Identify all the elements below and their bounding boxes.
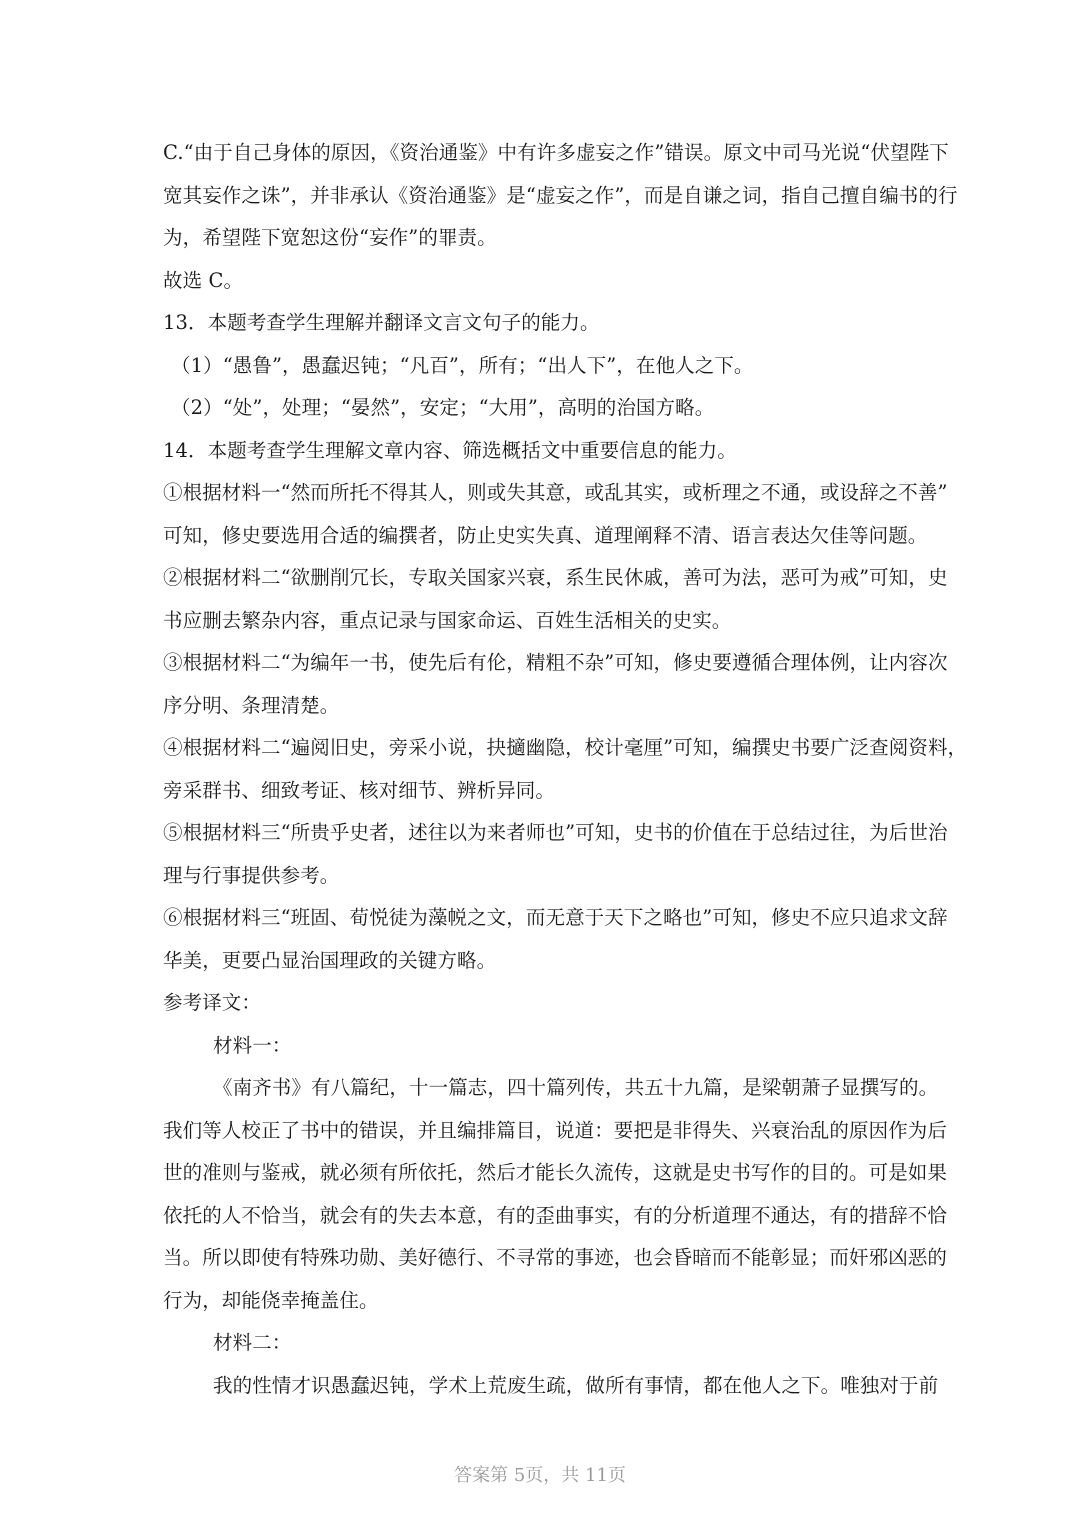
q14-point-3-line-2: 序分明、条理清楚。 bbox=[163, 693, 340, 717]
page-number-footer: 答案第 5页，共 11页 bbox=[454, 1465, 626, 1486]
answer-c-line-2: 宽其妄作之诛”，并非承认《资治通鉴》是“虚妄之作”，而是自谦之词，指自己擅自编书的行 bbox=[163, 183, 958, 207]
translation-heading: 参考译文： bbox=[163, 991, 262, 1014]
q14-title: 14．本题考查学生理解文章内容、筛选概括文中重要信息的能力。 bbox=[163, 438, 737, 462]
q14-point-5-line-1: ⑤根据材料三“所贵乎史者，述往以为来者师也”可知，史书的价值在于总结过往，为后世治 bbox=[163, 821, 948, 844]
q14-point-2-line-2: 书应删去繁杂内容，重点记录与国家命运、百姓生活相关的史实。 bbox=[163, 608, 732, 632]
q14-point-5-line-2: 理与行事提供参考。 bbox=[163, 863, 340, 887]
material-1-line-5: 当。所以即使有特殊功勋、美好德行、不寻常的事迹，也会昏暗而不能彰显；而奸邪凶恶的 bbox=[163, 1246, 948, 1269]
q13-point-1: （1）“愚鲁”，愚蠢迟钝；“凡百”，所有；“出人下”，在他人之下。 bbox=[171, 353, 754, 377]
q14-point-4-line-1: ④根据材料二“遍阅旧史，旁采小说，抉擿幽隐，校计毫厘”可知，编撰史书要广泛查阅资料， bbox=[163, 736, 968, 759]
q14-point-6-line-1: ⑥根据材料三“班固、荀悦徒为藻帨之文，而无意于天下之略也”可知，修史不应只追求文辞 bbox=[163, 906, 948, 929]
material-1-line-3: 世的准则与鉴戒，就必须有所依托，然后才能长久流传，这就是史书写作的目的。可是如果 bbox=[163, 1161, 948, 1184]
material-1-line-2: 我们等人校正了书中的错误，并且编排篇目，说道：要把是非得失、兴衰治乱的原因作为后 bbox=[163, 1118, 948, 1142]
material-2-line-1: 我的性情才识愚蠢迟钝，学术上荒废生疏，做所有事情，都在他人之下。唯独对于前 bbox=[213, 1373, 939, 1397]
q13-title: 13．本题考查学生理解并翻译文言文句子的能力。 bbox=[163, 311, 600, 334]
q14-point-1-line-1: ①根据材料一“然而所托不得其人，则或失其意，或乱其实，或析理之不通，或设辞之不善” bbox=[163, 481, 948, 504]
answer-choice: 故选 C。 bbox=[163, 268, 244, 292]
answer-c-line-1: C.“由于自己身体的原因，《资治通鉴》中有许多虚妄之作”错误。原文中司马光说“伏望陛下 bbox=[163, 141, 949, 164]
document-body bbox=[163, 132, 968, 1407]
q14-point-6-line-2: 华美，更要凸显治国理政的关键方略。 bbox=[163, 948, 497, 972]
answer-c-line-3: 为，希望陛下宽恕这份“妄作”的罪责。 bbox=[163, 226, 497, 249]
q14-point-4-line-2: 旁采群书、细致考证、核对细节、辨析异同。 bbox=[163, 778, 556, 802]
material-1-heading: 材料一： bbox=[213, 1033, 292, 1057]
material-1-line-6: 行为，却能侥幸掩盖住。 bbox=[163, 1288, 379, 1312]
q14-point-1-line-2: 可知，修史要选用合适的编撰者，防止史实失真、道理阐释不清、语言表达欠佳等问题。 bbox=[163, 523, 928, 547]
material-1-line-4: 依托的人不恰当，就会有的失去本意，有的歪曲事实，有的分析道理不通达，有的措辞不恰 bbox=[163, 1203, 948, 1227]
q14-point-3-line-1: ③根据材料二“为编年一书，使先后有伦，精粗不杂”可知，修史要遵循合理体例，让内容次 bbox=[163, 651, 948, 674]
material-1-line-1: 《南齐书》有八篇纪，十一篇志，四十篇列传，共五十九篇，是梁朝萧子显撰写的。 bbox=[213, 1076, 939, 1099]
material-2-heading: 材料二： bbox=[213, 1331, 292, 1354]
q13-point-2: （2）“处”，处理；“晏然”，安定；“大用”，高明的治国方略。 bbox=[171, 396, 715, 419]
q14-point-2-line-1: ②根据材料二“欲删削冗长，专取关国家兴衰，系生民休戚，善可为法，恶可为戒”可知，史 bbox=[163, 566, 948, 589]
